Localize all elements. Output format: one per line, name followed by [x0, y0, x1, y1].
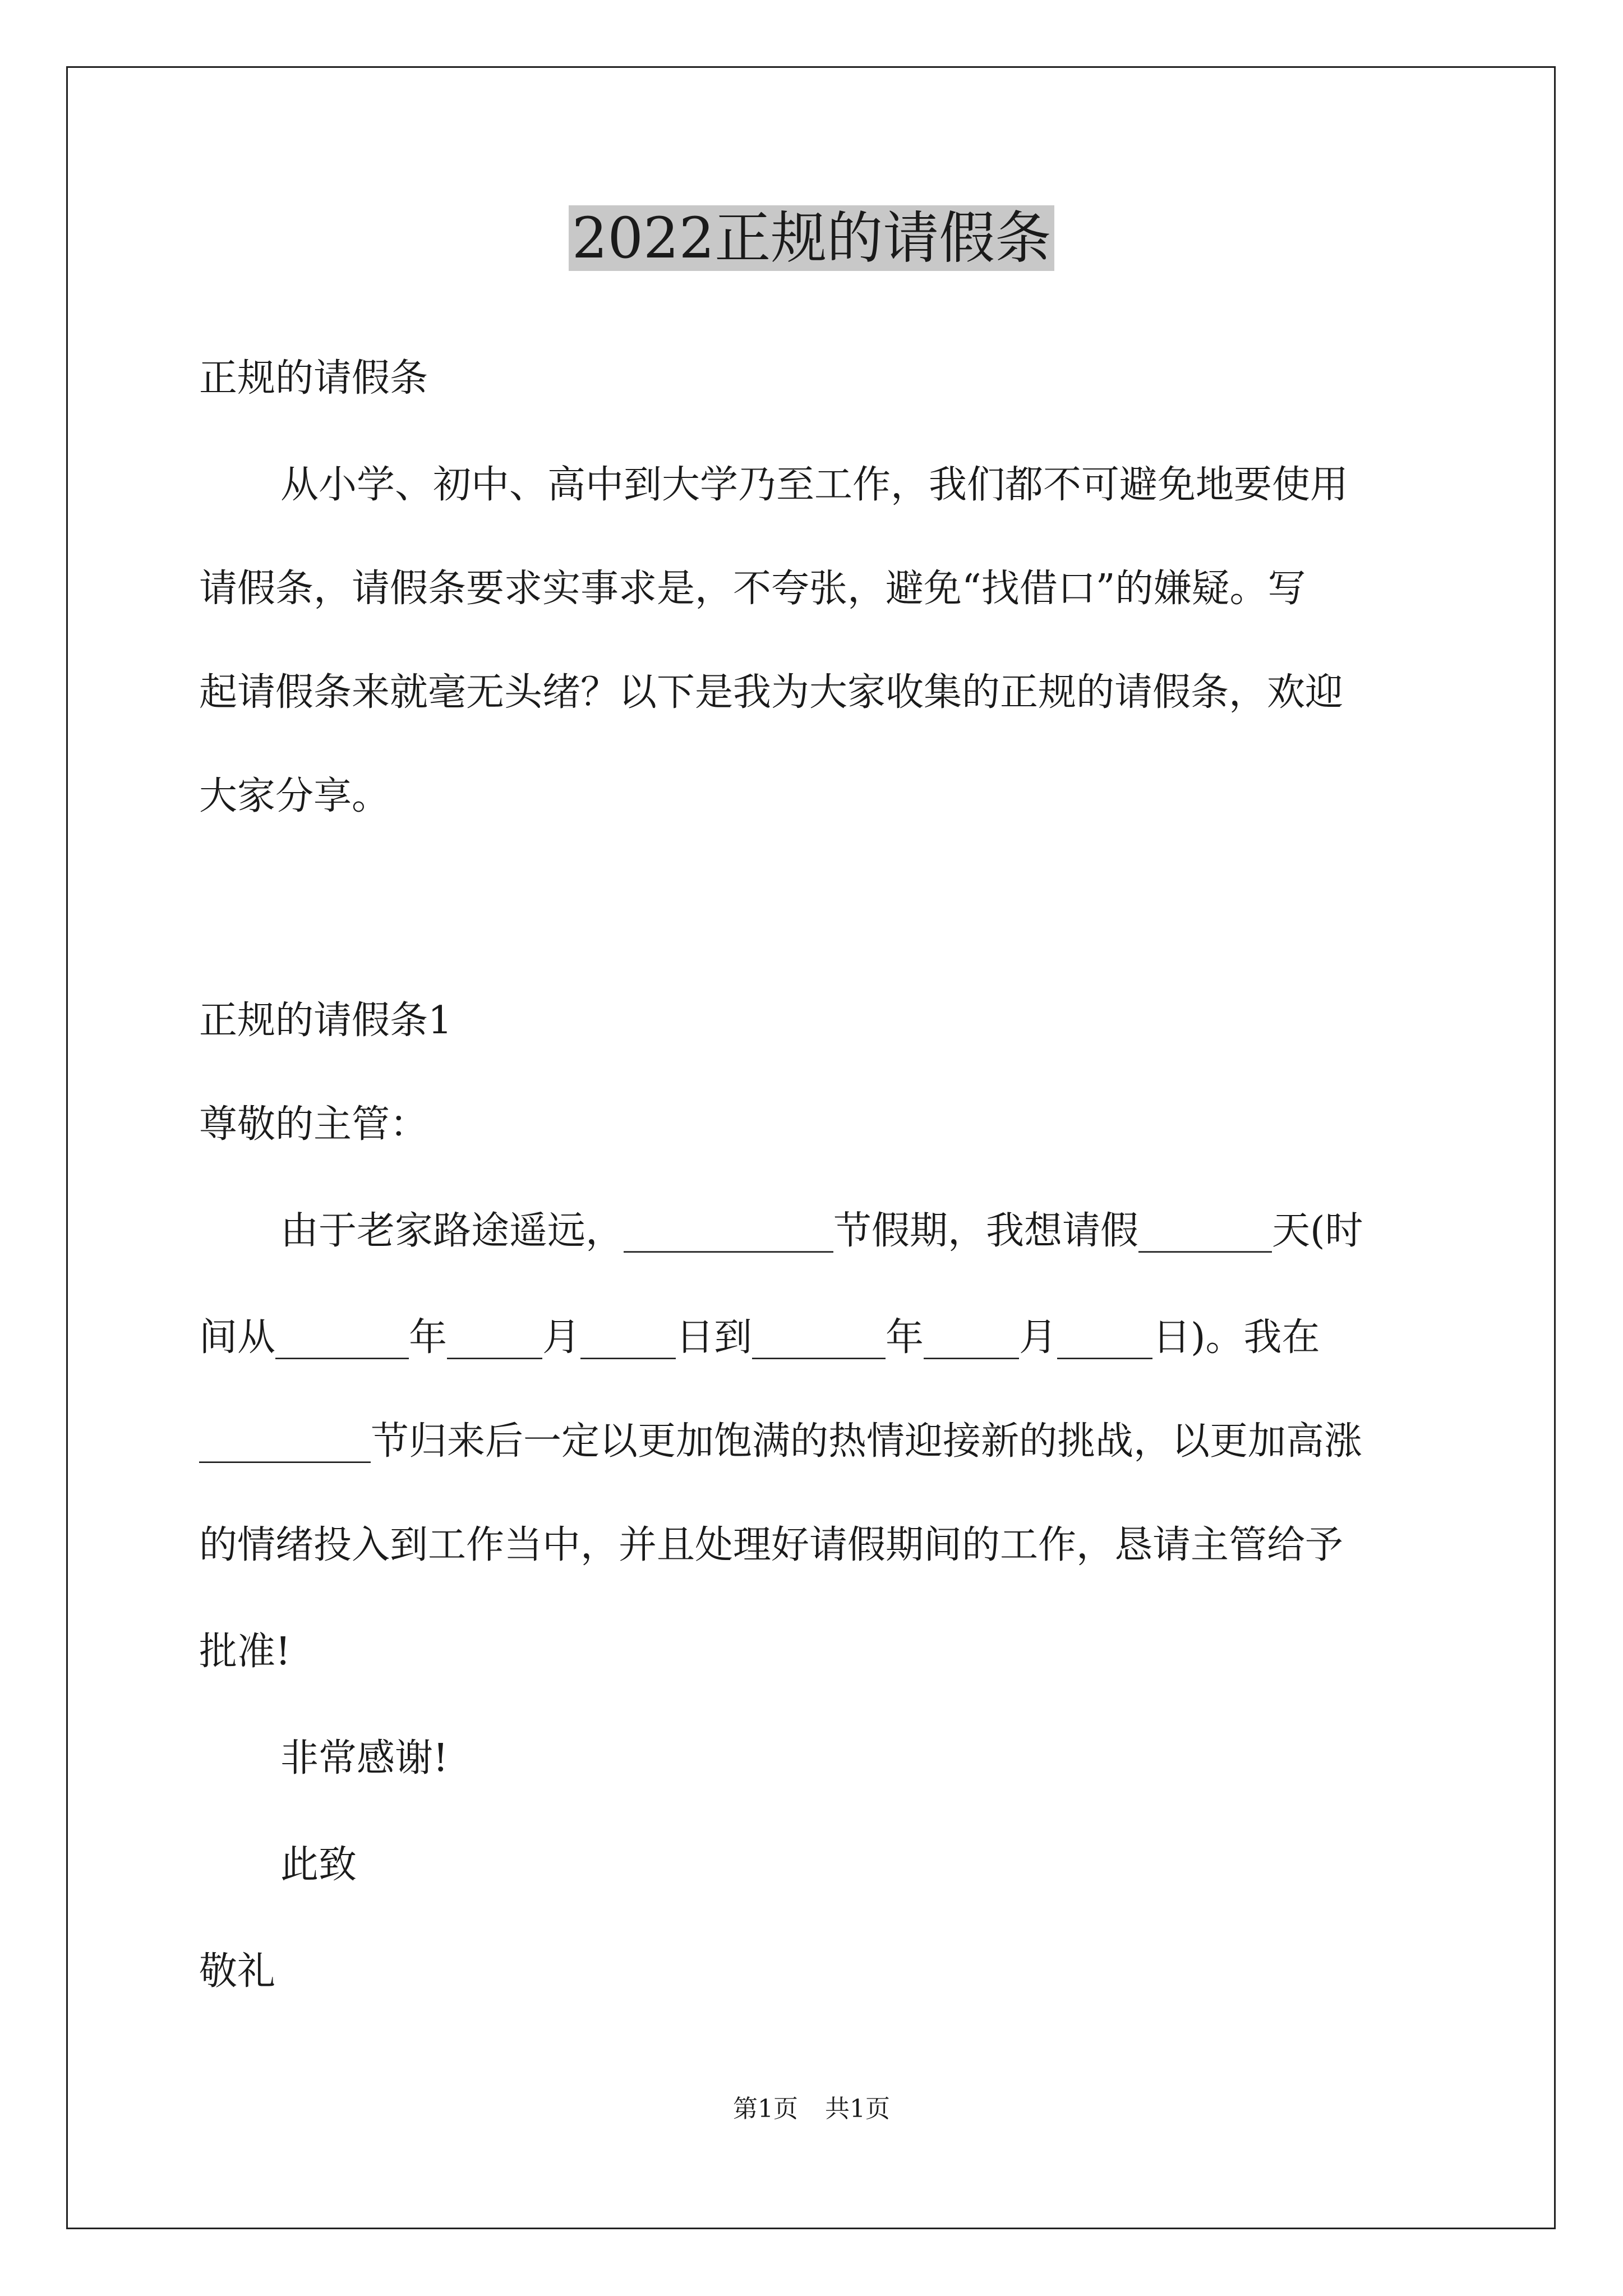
body-line: _________节归来后一定以更加饱满的热情迎接新的挑战，以更加高涨 [199, 1419, 1363, 1464]
intro-line: 从小学、初中、高中到大学乃至工作，我们都不可避免地要使用 [280, 463, 1349, 507]
body-line: 由于老家路途遥远，___________节假期，我想请假_______天(时 [280, 1209, 1363, 1253]
closing-line: 此致 [280, 1843, 357, 1887]
page-number: 第1页 [733, 2095, 798, 2123]
body-line: 间从_______年_____月_____日到_______年_____月_____日)。我在 [199, 1315, 1320, 1360]
intro-line: 大家分享。 [199, 774, 390, 818]
regards-line: 敬礼 [199, 1949, 276, 1994]
page-footer [0, 2092, 1623, 2126]
body-line: 的情绪投入到工作当中，并且处理好请假期间的工作，恳请主管给予 [199, 1523, 1344, 1567]
intro-line: 起请假条来就毫无头绪？以下是我为大家收集的正规的请假条，欢迎 [199, 670, 1344, 715]
body-line: 批准! [199, 1630, 291, 1674]
intro-heading: 正规的请假条 [199, 356, 428, 401]
thanks-line: 非常感谢! [280, 1736, 449, 1780]
document-title: 2022正规的请假条 [0, 199, 1623, 278]
intro-line: 请假条，请假条要求实事求是，不夸张，避免“找借口”的嫌疑。写 [199, 567, 1306, 611]
page-total: 共1页 [825, 2095, 890, 2123]
section-heading: 正规的请假条1 [199, 999, 453, 1043]
salutation: 尊敬的主管： [199, 1102, 428, 1147]
